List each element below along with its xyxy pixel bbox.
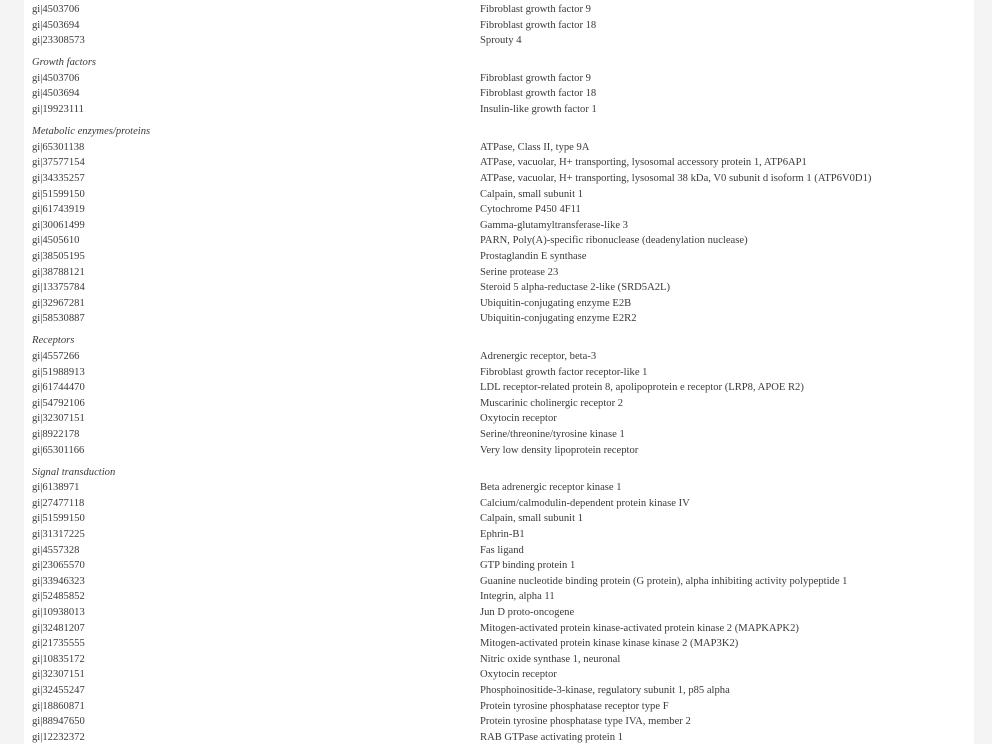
table-row	[32, 349, 972, 365]
table-row	[32, 249, 972, 265]
table-row	[32, 605, 972, 621]
protein-description: Very low density lipoprotein receptor	[480, 444, 639, 456]
protein-description: Nitric oxide synthase 1, neuronal	[480, 653, 621, 665]
accession-id: gi|51988913	[32, 366, 85, 378]
accession-id: gi|32455247	[32, 684, 85, 696]
protein-description: Guanine nucleotide binding protein (G protein), alpha inhibiting activity polypeptide 1	[480, 575, 848, 587]
table-row	[32, 18, 972, 34]
accession-id: gi|27477118	[32, 497, 85, 509]
protein-description: Fibroblast growth factor 18	[480, 19, 597, 31]
accession-id: gi|4503694	[32, 19, 80, 31]
accession-id: gi|23308573	[32, 35, 85, 47]
accession-id: gi|51599150	[32, 513, 85, 525]
table-row	[32, 480, 972, 496]
section-heading: Growth factors	[32, 57, 97, 69]
protein-description: Oxytocin receptor	[480, 669, 557, 681]
table-row	[32, 140, 972, 156]
table-row	[32, 574, 972, 590]
table-row	[32, 86, 972, 102]
protein-description: PARN, Poly(A)-specific ribonuclease (deadenylation nuclease)	[480, 235, 748, 247]
table-row	[32, 2, 972, 18]
accession-id: gi|32307151	[32, 669, 85, 681]
table-row	[32, 155, 972, 171]
accession-id: gi|32307151	[32, 413, 85, 425]
table-row	[32, 296, 972, 312]
accession-id: gi|12232372	[32, 731, 85, 743]
table-row	[32, 621, 972, 637]
protein-description: Oxytocin receptor	[480, 413, 557, 425]
protein-description: Gamma-glutamyltransferase-like 3	[480, 219, 628, 231]
protein-description: Sprouty 4	[480, 35, 522, 47]
protein-description: Mitogen-activated protein kinase-activated protein kinase 2 (MAPKAPK2)	[480, 622, 799, 634]
table-row	[32, 187, 972, 203]
protein-description: Protein tyrosine phosphatase type IVA, member 2	[480, 716, 691, 728]
protein-description: Serine/threonine/tyrosine kinase 1	[480, 428, 625, 440]
table-row	[32, 730, 972, 744]
protein-description: Fibroblast growth factor receptor-like 1	[480, 366, 648, 378]
protein-description: Prostaglandin E synthase	[480, 250, 587, 262]
table-row	[32, 102, 972, 118]
table-row	[32, 71, 972, 87]
table-row	[32, 636, 972, 652]
accession-id: gi|23065570	[32, 560, 85, 572]
table-row	[32, 527, 972, 543]
accession-id: gi|31317225	[32, 529, 85, 540]
accession-id: gi|30061499	[32, 219, 85, 231]
accession-id: gi|38505195	[32, 250, 85, 262]
section-heading: Signal transduction	[32, 466, 116, 478]
table-row	[32, 233, 972, 249]
table-row	[32, 667, 972, 683]
accession-id: gi|54792106	[32, 397, 85, 409]
protein-description: Integrin, alpha 11	[480, 591, 555, 603]
protein-description: Steroid 5 alpha-reductase 2-like (SRD5A2L)	[480, 282, 671, 294]
section-heading: Metabolic enzymes/proteins	[32, 126, 151, 138]
accession-id: gi|10938013	[32, 606, 85, 618]
table-row	[32, 496, 972, 512]
protein-description: LDL receptor-related protein 8, apolipoprotein e receptor (LRP8, APOE R2)	[480, 382, 804, 394]
protein-description: Muscarinic cholinergic receptor 2	[480, 397, 624, 409]
protein-description: Calpain, small subunit 1	[480, 513, 583, 525]
protein-description: Fas ligand	[480, 544, 524, 556]
table-row	[32, 396, 972, 412]
protein-description: Mitogen-activated protein kinase kinase kinase 2 (MAP3K2)	[480, 638, 739, 650]
section-heading: Receptors	[32, 335, 75, 347]
accession-id: gi|4503706	[32, 72, 80, 84]
protein-description: Calcium/calmodulin-dependent protein kinase IV	[480, 497, 690, 509]
protein-description: RAB GTPase activating protein 1	[480, 731, 623, 743]
accession-id: gi|4503706	[32, 4, 80, 15]
accession-id: gi|4557328	[32, 544, 80, 556]
table-row	[32, 714, 972, 730]
accession-id: gi|38788121	[32, 266, 85, 278]
accession-id: gi|4503694	[32, 88, 80, 100]
accession-id: gi|32967281	[32, 297, 85, 309]
accession-id: gi|65301166	[32, 444, 85, 456]
table-row	[32, 543, 972, 559]
protein-description: Insulin-like growth factor 1	[480, 104, 597, 116]
table-row	[32, 33, 972, 49]
table-row	[32, 511, 972, 527]
accession-id: gi|13375784	[32, 282, 85, 294]
accession-id: gi|61744470	[32, 382, 85, 394]
table-row	[32, 171, 972, 187]
table-row	[32, 218, 972, 234]
accession-id: gi|61743919	[32, 204, 85, 216]
protein-description: Beta adrenergic receptor kinase 1	[480, 482, 622, 494]
table-row	[32, 683, 972, 699]
accession-id: gi|18860871	[32, 700, 85, 712]
protein-description: Ephrin-B1	[480, 529, 525, 540]
table-row	[32, 411, 972, 427]
protein-description: Fibroblast growth factor 9	[480, 72, 591, 84]
table-row	[32, 380, 972, 396]
accession-id: gi|6138971	[32, 482, 80, 494]
table-row	[32, 311, 972, 327]
accession-id: gi|88947650	[32, 716, 85, 728]
protein-description: Ubiquitin-conjugating enzyme E2R2	[480, 313, 637, 325]
accession-id: gi|52485852	[32, 591, 85, 603]
accession-id: gi|37577154	[32, 157, 85, 169]
table-row	[32, 558, 972, 574]
protein-description: Protein tyrosine phosphatase receptor type F	[480, 700, 669, 712]
accession-id: gi|8922178	[32, 428, 80, 440]
protein-description: Ubiquitin-conjugating enzyme E2B	[480, 297, 632, 309]
protein-description: ATPase, Class II, type 9A	[480, 141, 590, 153]
protein-description: Jun D proto-oncogene	[480, 606, 575, 618]
accession-id: gi|10835172	[32, 653, 85, 665]
table-row	[32, 265, 972, 281]
protein-description: ATPase, vacuolar, H+ transporting, lysosomal 38 kDa, V0 subunit d isoform 1 (ATP6V0D1)	[480, 172, 872, 184]
protein-description: Adrenergic receptor, beta-3	[480, 350, 597, 362]
accession-id: gi|51599150	[32, 188, 85, 200]
table-row	[32, 202, 972, 218]
accession-id: gi|58530887	[32, 313, 85, 325]
accession-id: gi|65301138	[32, 141, 85, 153]
accession-id: gi|21735555	[32, 638, 85, 650]
accession-id: gi|34335257	[32, 172, 85, 184]
protein-description: Phosphoinositide-3-kinase, regulatory subunit 1, p85 alpha	[480, 684, 730, 696]
table-row	[32, 280, 972, 296]
accession-id: gi|32481207	[32, 622, 85, 634]
accession-id: gi|4505610	[32, 235, 80, 247]
table-row	[32, 699, 972, 715]
table-row	[32, 365, 972, 381]
protein-description: Serine protease 23	[480, 266, 559, 278]
protein-description: Fibroblast growth factor 9	[480, 4, 591, 15]
table-row	[32, 589, 972, 605]
table-row	[32, 652, 972, 668]
protein-description: ATPase, vacuolar, H+ transporting, lysosomal accessory protein 1, ATP6AP1	[480, 157, 807, 169]
accession-id: gi|19923111	[32, 104, 84, 116]
protein-description: GTP binding protein 1	[480, 560, 576, 572]
accession-id: gi|4557266	[32, 350, 80, 362]
protein-description: Calpain, small subunit 1	[480, 188, 583, 200]
accession-id: gi|33946323	[32, 575, 85, 587]
gene-table	[32, 2, 972, 744]
protein-description: Fibroblast growth factor 18	[480, 88, 597, 100]
table-row	[32, 427, 972, 443]
table-row	[32, 443, 972, 459]
protein-description: Cytochrome P450 4F11	[480, 204, 581, 216]
